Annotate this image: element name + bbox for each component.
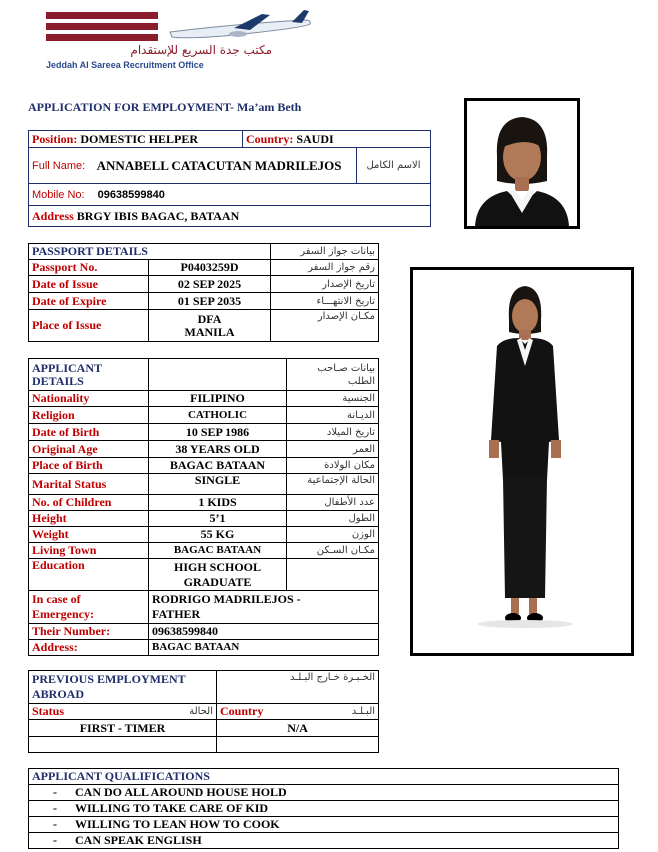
qualification-item: - WILLING TO TAKE CARE OF KID — [29, 801, 619, 817]
logo-stripes — [46, 12, 158, 42]
date-of-expire-arabic: تاريخ الانتهـــاء — [271, 293, 379, 310]
nationality-value: FILIPINO — [149, 391, 287, 407]
emergency-value: RODRIGO MADRILEJOS - FATHER — [149, 591, 379, 624]
passport-table — [28, 243, 379, 342]
age-arabic: العمر — [287, 441, 379, 458]
passport-header-arabic: بيانات جواز السفر — [271, 244, 379, 260]
qualification-item: - CAN SPEAK ENGLISH — [29, 833, 619, 849]
prev-country-label: Country — [217, 704, 297, 720]
children-label: No. of Children — [29, 495, 149, 511]
education-arabic — [287, 559, 379, 591]
applicant-row — [29, 424, 379, 441]
prev-country-value: N/A — [217, 720, 379, 737]
passport-no-value: P0403259D — [149, 260, 271, 276]
passport-no-label: Passport No. — [29, 260, 149, 276]
children-value: 1 KIDS — [149, 495, 287, 511]
applicant-header: APPLICANT DETAILS — [29, 359, 149, 391]
previous-employment-header: PREVIOUS EMPLOYMENT ABROAD — [29, 671, 217, 704]
applicant-row — [29, 474, 379, 495]
emergency-address-label: Address: — [29, 640, 149, 656]
logo-english-text: Jeddah Al Sareea Recruitment Office — [46, 60, 204, 70]
passport-row — [29, 260, 379, 276]
mobile-value: 09638599840 — [97, 188, 165, 201]
previous-blank-right — [217, 737, 379, 753]
applicant-row — [29, 543, 379, 559]
marital-status-arabic: الحالة الإجتماعية — [287, 474, 379, 495]
height-label: Height — [29, 511, 149, 527]
applicant-row — [29, 559, 379, 591]
logo-arabic-text: مكتب جدة السريع للإستقدام — [130, 43, 272, 57]
education-value: HIGH SCHOOL GRADUATE — [149, 559, 287, 591]
applicant-row — [29, 458, 379, 474]
weight-value: 55 KG — [149, 527, 287, 543]
passport-no-arabic: رقم جواز السفر — [271, 260, 379, 276]
country-value: SAUDI — [296, 131, 334, 146]
passport-header: PASSPORT DETAILS — [29, 244, 271, 260]
passport-row — [29, 276, 379, 293]
religion-value: CATHOLIC — [149, 407, 287, 424]
applicant-header-blank — [149, 359, 287, 391]
position-cell — [29, 131, 243, 148]
age-label: Original Age — [29, 441, 149, 458]
place-of-birth-value: BAGAC BATAAN — [149, 458, 287, 474]
qualification-item: - WILLING TO LEAN HOW TO COOK — [29, 817, 619, 833]
applicant-header-arabic: بيانات صـاحب الطلب — [287, 359, 379, 391]
date-of-issue-arabic: تاريخ الإصدار — [271, 276, 379, 293]
previous-blank-left — [29, 737, 217, 753]
applicant-row — [29, 640, 379, 656]
qualification-text: CAN SPEAK ENGLISH — [75, 833, 202, 847]
date-of-issue-label: Date of Issue — [29, 276, 149, 293]
company-logo — [46, 10, 316, 74]
place-of-issue-arabic: مكـان الإصدار — [271, 310, 379, 342]
address-cell — [29, 206, 431, 227]
living-town-label: Living Town — [29, 543, 149, 559]
status-value: FIRST - TIMER — [29, 720, 217, 737]
religion-label: Religion — [29, 407, 149, 424]
height-arabic: الطول — [287, 511, 379, 527]
weight-arabic: الوزن — [287, 527, 379, 543]
date-of-issue-value: 02 SEP 2025 — [149, 276, 271, 293]
children-arabic: عدد الأطفال — [287, 495, 379, 511]
qualification-text: WILLING TO LEAN HOW TO COOK — [75, 817, 280, 831]
applicant-row — [29, 591, 379, 624]
mobile-cell — [29, 184, 431, 206]
position-label: Position: — [32, 131, 78, 146]
fullname-label: Full Name: — [32, 159, 86, 172]
nationality-arabic: الجنسية — [287, 391, 379, 407]
qualification-text: WILLING TO TAKE CARE OF KID — [75, 801, 269, 815]
emergency-label: In case of Emergency: — [29, 591, 149, 624]
place-of-issue-value: DFA MANILA — [149, 310, 271, 342]
qualifications-table — [28, 768, 619, 849]
top-info-table — [28, 130, 431, 227]
qualification-text: CAN DO ALL AROUND HOUSE HOLD — [75, 785, 287, 799]
fullname-value: ANNABELL CATACUTAN MADRILEJOS — [96, 157, 342, 173]
previous-employment-header-arabic: الخـبـرة خـارج البـلـد — [217, 671, 379, 704]
date-of-birth-label: Date of Birth — [29, 424, 149, 441]
passport-row — [29, 293, 379, 310]
country-cell — [243, 131, 431, 148]
applicant-row — [29, 441, 379, 458]
address-label: Address — [32, 208, 74, 223]
applicant-row — [29, 407, 379, 424]
emergency-address-value: BAGAC BATAAN — [149, 640, 379, 656]
religion-arabic: الديـانة — [287, 407, 379, 424]
applicant-row — [29, 511, 379, 527]
place-of-issue-label: Place of Issue — [29, 310, 149, 342]
previous-employment-table — [28, 670, 379, 753]
date-of-birth-value: 10 SEP 1986 — [149, 424, 287, 441]
place-of-birth-arabic: مكان الولادة — [287, 458, 379, 474]
date-of-expire-label: Date of Expire — [29, 293, 149, 310]
applicant-row — [29, 391, 379, 407]
status-arabic: الحالة — [147, 704, 217, 720]
living-town-value: BAGAC BATAAN — [149, 543, 287, 559]
marital-status-label: Marital Status — [29, 474, 149, 495]
applicant-row — [29, 495, 379, 511]
fullname-arabic: الاسم الكامل — [357, 148, 431, 184]
prev-country-arabic: البـلـد — [297, 704, 379, 720]
passport-row — [29, 310, 379, 342]
their-number-value: 09638599840 — [149, 624, 379, 640]
height-value: 5’1 — [149, 511, 287, 527]
status-label: Status — [29, 704, 147, 720]
their-number-label: Their Number: — [29, 624, 149, 640]
nationality-label: Nationality — [29, 391, 149, 407]
full-body-photo — [410, 267, 634, 656]
living-town-arabic: مكـان السـكن — [287, 543, 379, 559]
qualification-item: - CAN DO ALL AROUND HOUSE HOLD — [29, 785, 619, 801]
fullname-cell — [29, 148, 357, 184]
mobile-label: Mobile No: — [32, 188, 85, 201]
applicant-row — [29, 527, 379, 543]
headshot-photo — [464, 98, 580, 229]
applicant-row — [29, 624, 379, 640]
marital-status-value: SINGLE — [149, 474, 287, 495]
date-of-expire-value: 01 SEP 2035 — [149, 293, 271, 310]
age-value: 38 YEARS OLD — [149, 441, 287, 458]
page-title: APPLICATION FOR EMPLOYMENT- Ma’am Beth — [28, 100, 302, 114]
place-of-birth-label: Place of Birth — [29, 458, 149, 474]
position-value: DOMESTIC HELPER — [80, 131, 199, 146]
airplane-icon — [164, 10, 314, 44]
date-of-birth-arabic: تاريخ الميلاد — [287, 424, 379, 441]
applicant-details-table — [28, 358, 379, 656]
education-label: Education — [29, 559, 149, 591]
address-value: BRGY IBIS BAGAC, BATAAN — [76, 208, 240, 223]
weight-label: Weight — [29, 527, 149, 543]
qualifications-header: APPLICANT QUALIFICATIONS — [29, 769, 619, 785]
country-label: Country: — [246, 131, 294, 146]
